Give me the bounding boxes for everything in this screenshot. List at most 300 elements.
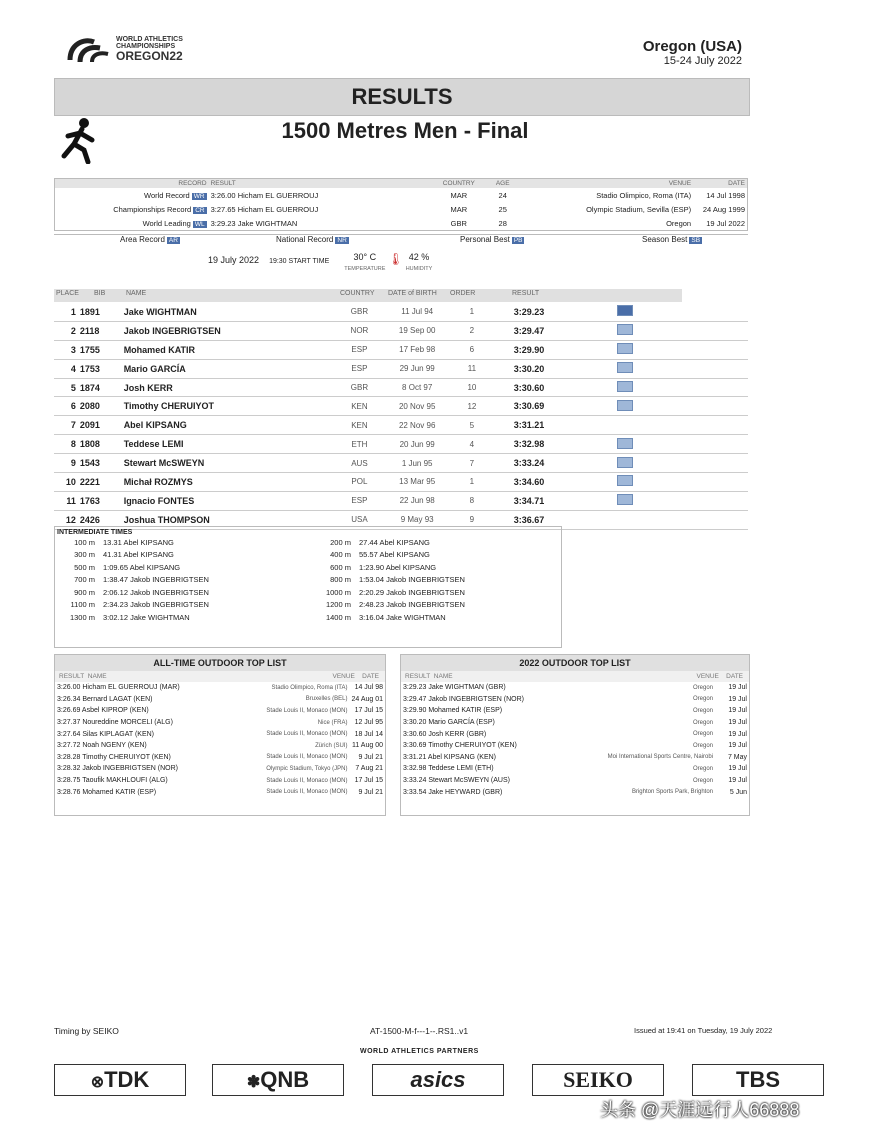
split-row bbox=[57, 599, 469, 612]
results-header: PLACE BIB NAME COUNTRY DATE of BIRTH ORDER RESULT bbox=[54, 289, 682, 302]
toplist-date: 5 Jun bbox=[729, 788, 747, 796]
toplist-venue: Bruxelles (BEL) bbox=[305, 696, 348, 703]
toplist-result-name bbox=[55, 717, 231, 729]
toplist-name: Stewart McSWEYN (AUS) bbox=[428, 777, 510, 785]
result-time: 3:32.98 bbox=[494, 435, 615, 454]
toplist-result: 3:30.69 bbox=[403, 742, 427, 750]
result-badge-cell bbox=[615, 321, 748, 340]
result-place: 2 bbox=[54, 321, 78, 340]
toplist-date: 19 Jul bbox=[728, 719, 747, 727]
result-name: Josh KERR bbox=[122, 378, 335, 397]
toplist-venue: Oregon bbox=[692, 719, 713, 726]
toplist-name: Jake HEYWARD (GBR) bbox=[428, 788, 503, 796]
toplist-result-name bbox=[401, 786, 568, 798]
toplist-venue: Stade Louis II, Monaco (MON) bbox=[266, 777, 348, 784]
result-bib: 1808 bbox=[78, 435, 122, 454]
result-time: 3:30.60 bbox=[494, 378, 615, 397]
result-row bbox=[54, 435, 748, 454]
result-row bbox=[54, 473, 748, 492]
toplist-result: 3:30.20 bbox=[403, 719, 427, 727]
record-badge-icon bbox=[617, 494, 633, 505]
result-place: 4 bbox=[54, 359, 78, 378]
record-name: Hicham EL GUERROUJ bbox=[237, 190, 319, 200]
result-order: 8 bbox=[450, 491, 494, 510]
split-time-leader: 2:48.23 Jakob INGEBRIGTSEN bbox=[359, 600, 465, 610]
toplist-row bbox=[401, 728, 749, 740]
timing-credit: Timing by SEIKO bbox=[54, 1026, 119, 1036]
result-row bbox=[54, 321, 748, 340]
toplist-venue: Zürich (SUI) bbox=[315, 742, 348, 749]
result-name: Jakob INGEBRIGTSEN bbox=[122, 321, 335, 340]
toplist-row bbox=[55, 775, 385, 787]
record-badge-icon bbox=[617, 343, 633, 354]
record-age: 28 bbox=[498, 218, 507, 228]
col-venue: VENUE bbox=[520, 179, 693, 189]
record-country: MAR bbox=[450, 190, 468, 200]
result-dob: 22 Nov 96 bbox=[384, 416, 450, 435]
result-name: Michał ROZMYS bbox=[122, 473, 335, 492]
toplist-result-name bbox=[401, 775, 568, 787]
result-badge-cell bbox=[615, 303, 748, 321]
toplist-venue: Stadio Olimpico, Roma (ITA) bbox=[271, 684, 348, 691]
record-venue: Oregon bbox=[666, 218, 692, 228]
result-badge-cell bbox=[615, 416, 748, 435]
record-badge-icon bbox=[617, 438, 633, 449]
result-row bbox=[54, 454, 748, 473]
toplist-venue: Stade Louis II, Monaco (MON) bbox=[266, 707, 348, 714]
temperature: 30° C bbox=[353, 252, 377, 262]
split-time-leader: 3:02.12 Jake WIGHTMAN bbox=[103, 612, 190, 622]
result-badge-cell bbox=[615, 378, 748, 397]
toplist-result: 3:29.90 bbox=[403, 707, 427, 715]
result-row bbox=[54, 397, 748, 416]
watermark: 头条 @天涯远行人66888 bbox=[600, 1100, 800, 1120]
toplist-result-name bbox=[55, 763, 231, 775]
result-bib: 1763 bbox=[78, 491, 122, 510]
split-row bbox=[57, 549, 469, 562]
toplist-row bbox=[401, 775, 749, 787]
toplist-venue: Stade Louis II, Monaco (MON) bbox=[266, 731, 348, 738]
split-distance: 900 m bbox=[74, 587, 95, 597]
record-name: Hicham EL GUERROUJ bbox=[237, 204, 319, 214]
result-place: 6 bbox=[54, 397, 78, 416]
toplist-row bbox=[401, 740, 749, 752]
legend-area-record: Area Record AR bbox=[120, 235, 178, 244]
record-result: 3:26.00 bbox=[210, 190, 236, 200]
season-toplist: 2022 OUTDOOR TOP LIST RESULT NAME VENUE DATE 3:29.23 Jake WIGHTMAN (GBR) Oregon 19 Jul 3:29.47 Jakob INGEBRIGTSEN (NOR) Oregon 19 Jul 3:29.90 Mohamed KATIR (ESP) Oregon 19 Jul 3:30.20 Mario GARCÍA (ESP) Oregon 19 Jul 3:30.60 Josh KERR (GBR) Oregon 19 Jul 3:30.69 Timothy CHERUIYOT (KEN) Oregon 19 Jul 3:31.21 Abel KIPSANG (KEN) Moi International Sports Centre, Nairobi 7 May 3:32.98 Teddese LEMI (ETH) Oregon 19 Jul 3:33.24 Stewart McSWEYN (AUS) Oregon 19 Jul 3:33.54 Jake HEYWARD (GBR) Brighton Sports Park, Brighton 5 Jun bbox=[400, 654, 750, 816]
result-bib: 1755 bbox=[78, 340, 122, 359]
result-name: Timothy CHERUIYOT bbox=[122, 397, 335, 416]
toplist-date: 18 Jul 14 bbox=[354, 730, 383, 738]
records-table bbox=[54, 178, 748, 231]
toplist-row bbox=[401, 705, 749, 717]
toplist-date: 12 Jul 95 bbox=[354, 719, 383, 727]
legend-national-record: National Record NR bbox=[276, 235, 347, 244]
record-badge-icon bbox=[617, 400, 633, 411]
result-place: 11 bbox=[54, 491, 78, 510]
document-code: AT-1500-M-f---1--.RS1..v1 bbox=[370, 1026, 469, 1036]
col-age: AGE bbox=[486, 179, 520, 189]
sponsor-tbs-logo: TBS bbox=[692, 1064, 824, 1096]
toplist-row bbox=[401, 682, 749, 694]
split-distance: 600 m bbox=[330, 562, 351, 572]
result-order: 9 bbox=[450, 510, 494, 529]
split-time-leader: 2:06.12 Jakob INGEBRIGTSEN bbox=[103, 587, 209, 597]
toplist-venue: Oregon bbox=[692, 731, 713, 738]
toplist-result: 3:27.72 bbox=[57, 742, 81, 750]
result-time: 3:29.90 bbox=[494, 340, 615, 359]
record-result-name bbox=[209, 216, 432, 231]
toplist-date: 19 Jul bbox=[728, 707, 747, 715]
split-row bbox=[57, 586, 469, 599]
result-time: 3:30.69 bbox=[494, 397, 615, 416]
result-time: 3:36.67 bbox=[494, 510, 615, 529]
result-time: 3:30.20 bbox=[494, 359, 615, 378]
result-dob: 17 Feb 98 bbox=[384, 340, 450, 359]
runner-icon bbox=[54, 116, 106, 164]
toplist-result: 3:33.54 bbox=[403, 788, 427, 796]
toplist-result: 3:32.98 bbox=[403, 765, 427, 773]
toplist-result-name bbox=[55, 775, 231, 787]
toplist-result: 3:28.28 bbox=[57, 753, 81, 761]
toplist-row bbox=[55, 763, 385, 775]
toplist-name: Hicham EL GUERROUJ (MAR) bbox=[82, 684, 180, 692]
result-row bbox=[54, 303, 748, 321]
split-row bbox=[57, 561, 469, 574]
toplist-date: 7 Aug 21 bbox=[355, 765, 383, 773]
record-venue: Olympic Stadium, Sevilla (ESP) bbox=[586, 204, 692, 214]
toplist-venue: Oregon bbox=[692, 777, 713, 784]
record-country: MAR bbox=[450, 204, 468, 214]
toplist-venue: Oregon bbox=[692, 765, 713, 772]
toplist-result-name bbox=[401, 763, 568, 775]
result-bib: 2118 bbox=[78, 321, 122, 340]
toplist-name: Taoufik MAKHLOUFI (ALG) bbox=[82, 777, 168, 785]
venue-block bbox=[643, 38, 742, 67]
result-row bbox=[54, 340, 748, 359]
record-code-badge: CR bbox=[195, 206, 205, 214]
toplist-venue: Stade Louis II, Monaco (MON) bbox=[266, 754, 348, 761]
result-badge-cell bbox=[615, 454, 748, 473]
result-order: 1 bbox=[450, 473, 494, 492]
result-country: USA bbox=[335, 510, 385, 529]
toplist-name: Mario GARCÍA (ESP) bbox=[428, 719, 495, 727]
record-badge-icon bbox=[617, 475, 633, 486]
championships-logo-text: WORLD ATHLETICS CHAMPIONSHIPS OREGON22 bbox=[116, 36, 183, 63]
result-badge-cell bbox=[615, 359, 748, 378]
toplist-venue: Brighton Sports Park, Brighton bbox=[631, 789, 713, 796]
split-time-leader: 27.44 Abel KIPSANG bbox=[359, 537, 430, 547]
toplist-name: Jake WIGHTMAN (GBR) bbox=[428, 684, 506, 692]
col-date: DATE bbox=[693, 179, 747, 189]
sponsor-tdk-logo: ⊗TDK bbox=[54, 1064, 186, 1096]
col-country: COUNTRY bbox=[432, 179, 486, 189]
toplist-result: 3:30.60 bbox=[403, 730, 427, 738]
record-row bbox=[55, 202, 748, 216]
event-dates: 15-24 July 2022 bbox=[663, 55, 742, 67]
toplist-name: Noureddine MORCELI (ALG) bbox=[82, 719, 173, 727]
split-distance: 700 m bbox=[74, 575, 95, 585]
toplist-date: 19 Jul bbox=[728, 742, 747, 750]
toplist-row bbox=[55, 740, 385, 752]
split-time-leader: 2:20.29 Jakob INGEBRIGTSEN bbox=[359, 587, 465, 597]
split-distance: 1300 m bbox=[69, 612, 95, 622]
toplist-name: Noah NGENY (KEN) bbox=[82, 742, 147, 750]
toplist-name: Bernard LAGAT (KEN) bbox=[82, 695, 153, 703]
record-badge-icon bbox=[617, 381, 633, 392]
result-bib: 2221 bbox=[78, 473, 122, 492]
result-dob: 22 Jun 98 bbox=[384, 491, 450, 510]
toplist-name: Jakob INGEBRIGTSEN (NOR) bbox=[428, 695, 524, 703]
result-bib: 2091 bbox=[78, 416, 122, 435]
toplist-date: 17 Jul 15 bbox=[354, 777, 383, 785]
record-country: GBR bbox=[450, 218, 467, 228]
intermediate-times: INTERMEDIATE TIMES 100 m 13.31 Abel KIPSANG 200 m 27.44 Abel KIPSANG 300 m 41.31 Abel KIPSANG 400 m 55.57 Abel KIPSANG 500 m 1:09.65 Abel KIPSANG 600 m 1:23.90 Abel KIPSANG 700 m 1:38.47 Jakob INGEBRIGTSEN 800 m 1:53.04 Jakob INGEBRIGTSEN 900 m 2:06.12 Jakob INGEBRIGTSEN 1000 m 2:20.29 Jakob INGEBRIGTSEN 1100 m 2:34.23 Jakob INGEBRIGTSEN 1200 m 2:48.23 Jakob INGEBRIGTSEN 1300 m 3:02.12 Jake WIGHTMAN 1400 m 3:16.04 Jake WIGHTMAN bbox=[54, 526, 562, 648]
split-distance: 1000 m bbox=[325, 587, 351, 597]
result-badge-cell bbox=[615, 435, 748, 454]
split-row bbox=[57, 574, 469, 587]
sponsor-qnb-logo: ✽QNB bbox=[212, 1064, 344, 1096]
result-name: Mohamed KATIR bbox=[122, 340, 335, 359]
toplist-date: 11 Aug 00 bbox=[351, 742, 383, 750]
toplist-name: Asbel KIPROP (KEN) bbox=[81, 707, 149, 715]
record-result: 3:27.65 bbox=[210, 204, 236, 214]
toplist-result-name bbox=[55, 740, 231, 752]
result-row bbox=[54, 491, 748, 510]
record-date: 19 Jul 2022 bbox=[706, 218, 745, 228]
split-time-leader: 41.31 Abel KIPSANG bbox=[103, 550, 174, 560]
toplist-date: 19 Jul bbox=[728, 730, 747, 738]
legend-season-best: Season Best SB bbox=[642, 235, 701, 244]
result-order: 11 bbox=[450, 359, 494, 378]
toplist-date: 19 Jul bbox=[728, 777, 747, 785]
result-dob: 11 Jul 94 bbox=[384, 303, 450, 321]
result-country: POL bbox=[335, 473, 385, 492]
result-order: 1 bbox=[450, 303, 494, 321]
toplist-venue: Moi International Sports Centre, Nairobi bbox=[607, 754, 713, 761]
result-place: 10 bbox=[54, 473, 78, 492]
humidity: 42 % bbox=[408, 252, 430, 262]
result-place: 1 bbox=[54, 303, 78, 321]
result-country: KEN bbox=[335, 416, 385, 435]
toplist-venue: Oregon bbox=[692, 742, 713, 749]
toplist-result-name bbox=[401, 752, 568, 764]
toplist-venue: Nice (FRA) bbox=[317, 719, 348, 726]
result-bib: 1874 bbox=[78, 378, 122, 397]
split-row bbox=[57, 611, 469, 624]
record-code-badge: WR bbox=[193, 192, 205, 200]
toplist-name: Mohamed KATIR (ESP) bbox=[82, 788, 157, 796]
result-dob: 13 Mar 95 bbox=[384, 473, 450, 492]
split-time-leader: 3:16.04 Jake WIGHTMAN bbox=[359, 612, 446, 622]
toplist-row bbox=[55, 717, 385, 729]
toplist-result-name bbox=[55, 682, 231, 694]
split-time-leader: 1:09.65 Abel KIPSANG bbox=[103, 562, 181, 572]
toplist-result: 3:27.64 bbox=[57, 730, 81, 738]
result-order: 12 bbox=[450, 397, 494, 416]
season-cols: RESULT NAME VENUE DATE bbox=[401, 671, 749, 682]
result-place: 8 bbox=[54, 435, 78, 454]
record-name: Jake WIGHTMAN bbox=[237, 218, 298, 228]
toplist-row bbox=[55, 752, 385, 764]
toplist-date: 19 Jul bbox=[728, 695, 747, 703]
result-badge-cell bbox=[615, 510, 748, 529]
record-label bbox=[55, 188, 209, 202]
record-venue: Stadio Olimpico, Roma (ITA) bbox=[596, 190, 692, 200]
result-dob: 20 Nov 95 bbox=[384, 397, 450, 416]
result-badge-cell bbox=[615, 473, 748, 492]
split-distance: 100 m bbox=[74, 537, 95, 547]
venue-name: Oregon (USA) bbox=[642, 38, 742, 55]
result-order: 5 bbox=[450, 416, 494, 435]
toplist-result-name bbox=[401, 694, 568, 706]
result-time: 3:33.24 bbox=[494, 454, 615, 473]
sponsor-seiko-logo: SEIKO bbox=[532, 1064, 664, 1096]
result-country: ESP bbox=[335, 491, 385, 510]
split-distance: 1100 m bbox=[70, 600, 95, 610]
toplist-result: 3:29.47 bbox=[403, 695, 427, 703]
result-name: Mario GARCÍA bbox=[122, 359, 335, 378]
split-row bbox=[57, 536, 469, 549]
toplist-venue: Stade Louis II, Monaco (MON) bbox=[266, 789, 348, 796]
result-country: ESP bbox=[335, 359, 385, 378]
toplist-row bbox=[401, 717, 749, 729]
record-code-badge: WL bbox=[194, 220, 205, 228]
result-country: ETH bbox=[335, 435, 385, 454]
toplist-result-name bbox=[401, 740, 568, 752]
split-time-leader: 2:34.23 Jakob INGEBRIGTSEN bbox=[103, 600, 209, 610]
record-result: 3:29.23 bbox=[210, 218, 236, 228]
toplist-result: 3:26.34 bbox=[57, 695, 81, 703]
result-bib: 1753 bbox=[78, 359, 122, 378]
result-name: Joshua THOMPSON bbox=[122, 510, 335, 529]
result-time: 3:31.21 bbox=[494, 416, 615, 435]
record-badge-icon bbox=[617, 305, 633, 316]
result-badge-cell bbox=[615, 397, 748, 416]
championships-logo-icon bbox=[64, 34, 112, 66]
toplist-result: 3:28.32 bbox=[57, 765, 81, 773]
toplist-name: Jakob INGEBRIGTSEN (NOR) bbox=[82, 765, 178, 773]
col-record: RECORD bbox=[55, 179, 209, 189]
toplist-name: Mohamed KATIR (ESP) bbox=[428, 707, 503, 715]
toplist-name: Timothy CHERUIYOT (KEN) bbox=[428, 742, 517, 750]
toplist-result: 3:27.37 bbox=[57, 719, 81, 727]
result-time: 3:34.71 bbox=[494, 491, 615, 510]
record-row bbox=[55, 216, 748, 231]
result-row bbox=[54, 378, 748, 397]
result-dob: 19 Sep 00 bbox=[384, 321, 450, 340]
toplist-result: 3:26.00 bbox=[57, 684, 81, 692]
result-order: 2 bbox=[450, 321, 494, 340]
toplist-name: Josh KERR (GBR) bbox=[428, 730, 487, 738]
result-dob: 20 Jun 99 bbox=[384, 435, 450, 454]
toplist-result: 3:28.76 bbox=[57, 788, 81, 796]
toplist-row bbox=[55, 705, 385, 717]
split-distance: 1200 m bbox=[325, 600, 351, 610]
result-country: GBR bbox=[335, 303, 385, 321]
toplist-result: 3:33.24 bbox=[403, 777, 427, 785]
split-time-leader: 1:38.47 Jakob INGEBRIGTSEN bbox=[103, 575, 209, 585]
record-badge-icon bbox=[617, 457, 633, 468]
alltime-cols: RESULT NAME VENUE DATE bbox=[55, 671, 385, 682]
record-label bbox=[55, 216, 209, 231]
result-dob: 9 May 93 bbox=[384, 510, 450, 529]
toplist-date: 17 Jul 15 bbox=[354, 707, 383, 715]
toplist-date: 9 Jul 21 bbox=[358, 788, 383, 796]
record-label-text: World Leading bbox=[142, 218, 191, 228]
toplist-name: Teddese LEMI (ETH) bbox=[428, 765, 494, 773]
result-time: 3:29.23 bbox=[494, 303, 615, 321]
toplist-date: 9 Jul 21 bbox=[358, 753, 383, 761]
sponsor-asics-logo: asics bbox=[372, 1064, 504, 1096]
record-label-text: World Record bbox=[144, 190, 190, 200]
toplist-row bbox=[401, 763, 749, 775]
issued-time: Issued at 19:41 on Tuesday, 19 July 2022 bbox=[634, 1026, 773, 1035]
result-bib: 1891 bbox=[78, 303, 122, 321]
record-legend bbox=[54, 234, 748, 249]
toplist-date: 14 Jul 98 bbox=[354, 684, 383, 692]
toplist-result-name bbox=[55, 705, 231, 717]
toplist-date: 19 Jul bbox=[728, 684, 747, 692]
result-country: AUS bbox=[335, 454, 385, 473]
record-date: 14 Jul 1998 bbox=[706, 190, 745, 200]
toplist-row bbox=[401, 752, 749, 764]
result-badge-cell bbox=[615, 340, 748, 359]
results-banner: RESULTS bbox=[54, 78, 750, 116]
toplist-row bbox=[401, 694, 749, 706]
split-distance: 1400 m bbox=[325, 612, 351, 622]
split-time-leader: 55.57 Abel KIPSANG bbox=[359, 550, 430, 560]
toplist-row bbox=[55, 786, 385, 798]
result-dob: 29 Jun 99 bbox=[384, 359, 450, 378]
thermometer-icon: 🌡 bbox=[387, 252, 404, 266]
toplist-result-name bbox=[401, 682, 568, 694]
result-row bbox=[54, 416, 748, 435]
legend-personal-best: Personal Best PB bbox=[460, 235, 523, 244]
result-dob: 1 Jun 95 bbox=[384, 454, 450, 473]
result-name: Stewart McSWEYN bbox=[122, 454, 335, 473]
result-order: 7 bbox=[450, 454, 494, 473]
toplist-name: Timothy CHERUIYOT (KEN) bbox=[82, 753, 171, 761]
split-distance: 400 m bbox=[330, 550, 351, 560]
result-place: 5 bbox=[54, 378, 78, 397]
record-result-name bbox=[209, 202, 432, 216]
toplist-result-name bbox=[55, 752, 231, 764]
split-time-leader: 1:23.90 Abel KIPSANG bbox=[359, 562, 437, 572]
result-place: 7 bbox=[54, 416, 78, 435]
split-distance: 300 m bbox=[74, 550, 95, 560]
toplist-result-name bbox=[55, 786, 231, 798]
result-name: Abel KIPSANG bbox=[122, 416, 335, 435]
split-distance: 800 m bbox=[330, 575, 351, 585]
toplist-result-name bbox=[55, 728, 231, 740]
result-time: 3:34.60 bbox=[494, 473, 615, 492]
toplist-result: 3:26.69 bbox=[57, 707, 81, 715]
event-title: 1500 Metres Men - Final bbox=[281, 118, 529, 143]
toplist-result: 3:28.75 bbox=[57, 777, 81, 785]
record-date: 24 Aug 1999 bbox=[702, 204, 745, 214]
result-country: NOR bbox=[335, 321, 385, 340]
toplist-name: Abel KIPSANG (KEN) bbox=[427, 753, 496, 761]
result-bib: 2080 bbox=[78, 397, 122, 416]
partners-label: WORLD ATHLETICS PARTNERS bbox=[360, 1048, 479, 1055]
result-country: ESP bbox=[335, 340, 385, 359]
alltime-toplist: ALL-TIME OUTDOOR TOP LIST RESULT NAME VENUE DATE 3:26.00 Hicham EL GUERROUJ (MAR) Stadio Olimpico, Roma (ITA) 14 Jul 98 3:26.34 Bernard LAGAT (KEN) Bruxelles (BEL) 24 Aug 01 3:26.69 Asbel KIPROP (KEN) Stade Louis II, Monaco (MON) 17 Jul 15 3:27.37 Noureddine MORCELI (ALG) Nice (FRA) 12 Jul 95 3:27.64 Silas KIPLAGAT (KEN) Stade Louis II, Monaco (MON) 18 Jul 14 3:27.72 Noah NGENY (KEN) Zürich (SUI) 11 Aug 00 3:28.28 Timothy CHERUIYOT (KEN) Stade Louis II, Monaco (MON) 9 Jul 21 3:28.32 Jakob INGEBRIGTSEN (NOR) Olympic Stadium, Tokyo (JPN) 7 Aug 21 3:28.75 Taoufik MAKHLOUFI (ALG) Stade Louis II, Monaco (MON) 17 Jul 15 3:28.76 Mohamed KATIR (ESP) Stade Louis II, Monaco (MON) 9 Jul 21 bbox=[54, 654, 386, 816]
result-order: 6 bbox=[450, 340, 494, 359]
toplist-result-name bbox=[55, 694, 231, 706]
toplist-row bbox=[55, 694, 385, 706]
toplist-venue: Olympic Stadium, Tokyo (JPN) bbox=[266, 765, 348, 772]
